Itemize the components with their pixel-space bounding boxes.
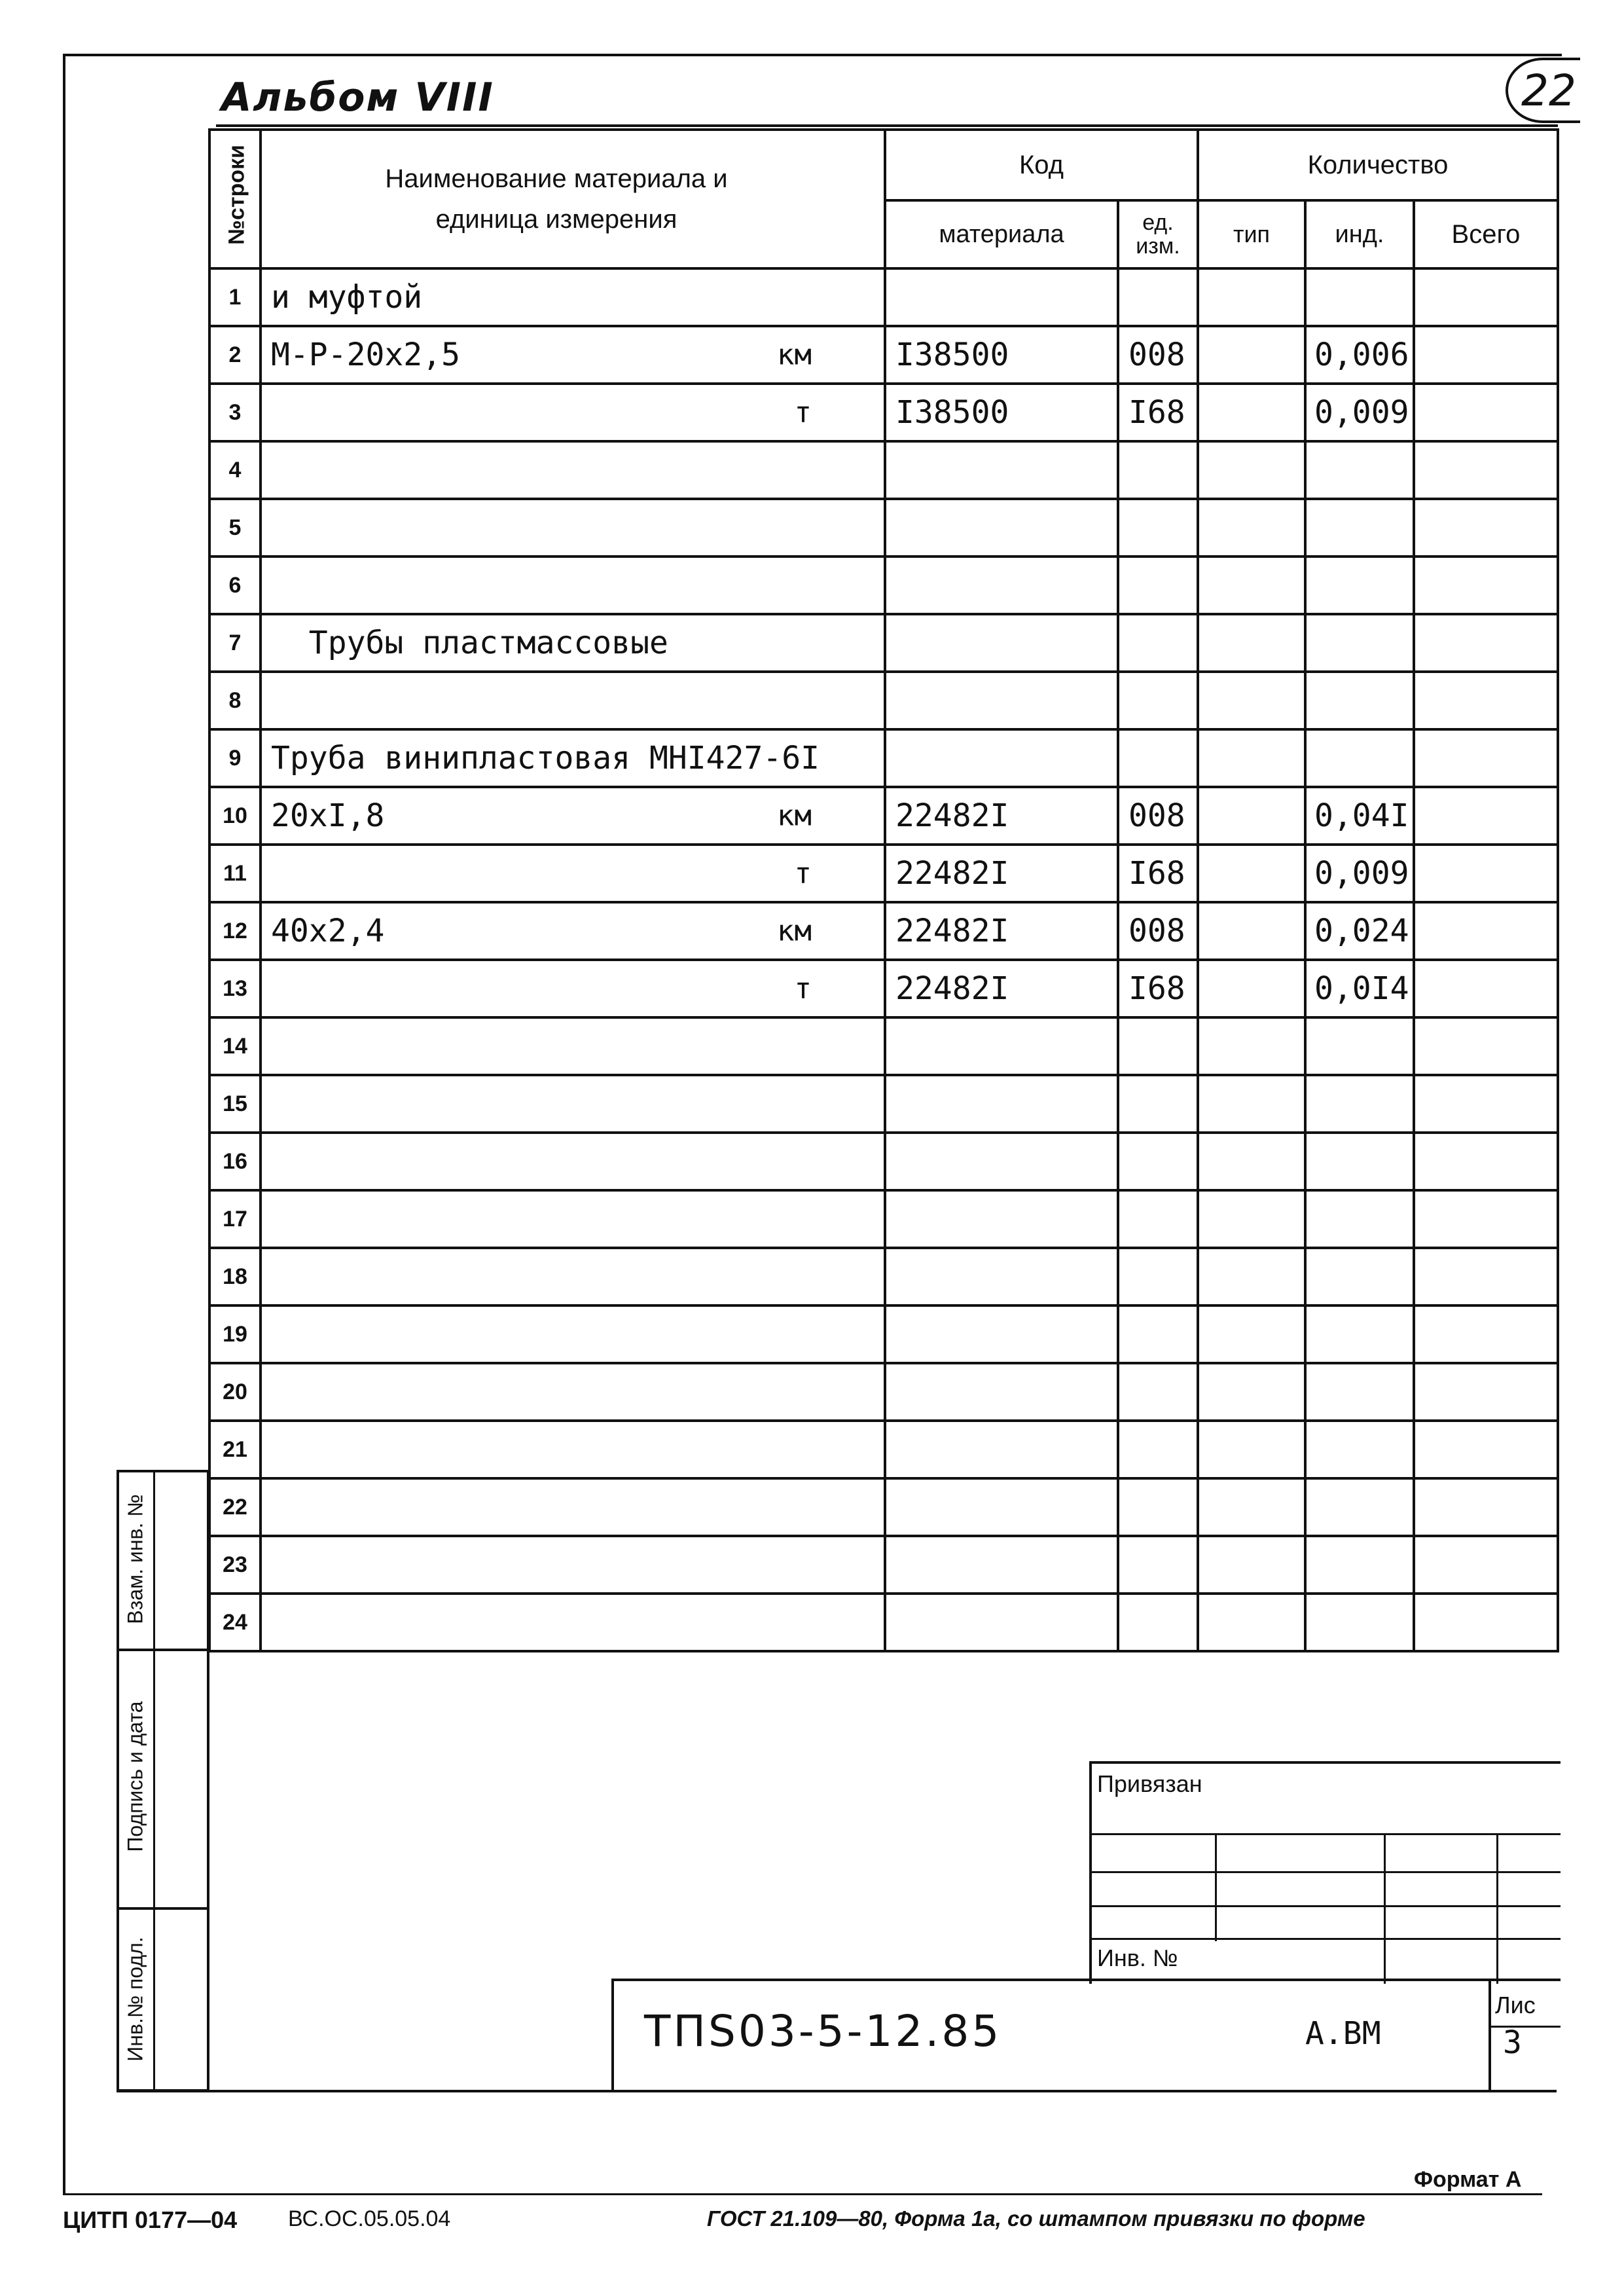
row-unit-code-cell xyxy=(1118,1248,1198,1305)
row-name-text: Трубы пластмассовые xyxy=(271,625,668,661)
row-qty-ind-cell xyxy=(1305,1248,1414,1305)
header-code-material: материала xyxy=(885,200,1118,268)
row-material-code-cell xyxy=(885,557,1118,614)
row-material-code-cell xyxy=(885,441,1118,499)
table-row xyxy=(209,845,1558,902)
album-title-underline xyxy=(216,124,1558,127)
row-name-cell xyxy=(261,1478,885,1536)
row-name-cell xyxy=(261,1305,885,1363)
table-row xyxy=(209,1017,1558,1075)
row-qty-ind-cell xyxy=(1305,1478,1414,1536)
row-qty-total-cell xyxy=(1414,1536,1558,1594)
row-unit-code-cell xyxy=(1118,1536,1198,1594)
left-border-lower xyxy=(207,1470,209,2092)
row-material-code-cell xyxy=(885,268,1118,326)
table-row xyxy=(209,902,1558,960)
table-row xyxy=(209,672,1558,729)
row-qty-total-cell xyxy=(1414,672,1558,729)
row-name-cell xyxy=(261,1248,885,1305)
row-qty-total-cell xyxy=(1414,1594,1558,1651)
row-number-cell: 7 xyxy=(209,614,261,672)
header-qty-total: Всего xyxy=(1414,200,1558,268)
row-qty-type-cell xyxy=(1198,787,1305,845)
row-name-cell xyxy=(261,1594,885,1651)
binding-top xyxy=(1089,1761,1561,1764)
header-row-number-text: №строки xyxy=(224,145,249,245)
album-title: Альбом VIII xyxy=(221,75,494,120)
row-qty-ind-cell: 0,006 xyxy=(1305,326,1414,384)
row-name-text: 40х2,4 xyxy=(271,913,385,949)
row-name-text: М-Р-20х2,5 xyxy=(271,337,460,373)
table-row xyxy=(209,1133,1558,1190)
side-stamp-sep2 xyxy=(117,1907,208,1910)
title-block xyxy=(611,1979,1561,2092)
row-number-cell: 11 xyxy=(209,845,261,902)
row-qty-ind-cell xyxy=(1305,499,1414,557)
row-material-code-cell xyxy=(885,729,1118,787)
row-unit-code-cell xyxy=(1118,557,1198,614)
row-unit-text: т xyxy=(794,395,812,429)
row-name-cell xyxy=(261,1075,885,1133)
row-name-text: и муфтой xyxy=(271,279,423,316)
row-qty-total-cell xyxy=(1414,1133,1558,1190)
row-unit-code-cell xyxy=(1118,1075,1198,1133)
row-material-code-cell xyxy=(885,1594,1118,1651)
header-code-unit xyxy=(1118,200,1198,268)
row-qty-type-cell xyxy=(1198,729,1305,787)
row-name-cell xyxy=(261,326,885,384)
row-name-cell xyxy=(261,1421,885,1478)
frame-top-line xyxy=(63,54,1562,56)
binding-stamp xyxy=(1089,1761,1561,1984)
row-number-cell: 18 xyxy=(209,1248,261,1305)
title-block-top xyxy=(611,1979,1561,1981)
table-row xyxy=(209,268,1558,326)
row-name-cell xyxy=(261,960,885,1017)
row-unit-text: т xyxy=(794,856,812,890)
row-unit-code-cell xyxy=(1118,1363,1198,1421)
table-body xyxy=(209,268,1558,1651)
row-qty-ind-cell xyxy=(1305,672,1414,729)
row-name-text: 20хI,8 xyxy=(271,797,385,834)
row-qty-ind-cell xyxy=(1305,1594,1414,1651)
row-name-text: Труба винипластовая МНI427-6I xyxy=(271,740,820,776)
row-number-cell: 13 xyxy=(209,960,261,1017)
row-material-code-cell xyxy=(885,1190,1118,1248)
side-label-inv-podl: Инв.№ подл. xyxy=(123,1937,147,2062)
row-material-code-cell xyxy=(885,1017,1118,1075)
side-stamp-divider xyxy=(153,1470,155,2092)
row-qty-ind-cell xyxy=(1305,1536,1414,1594)
row-qty-ind-cell xyxy=(1305,1133,1414,1190)
row-material-code-cell: 22482I xyxy=(885,845,1118,902)
table-row xyxy=(209,1536,1558,1594)
row-qty-total-cell xyxy=(1414,729,1558,787)
binding-v2 xyxy=(1384,1833,1386,1984)
row-unit-code-cell xyxy=(1118,1305,1198,1363)
row-name-cell xyxy=(261,1536,885,1594)
row-qty-ind-cell: 0,009 xyxy=(1305,384,1414,441)
header-code-unit-text: ед. изм. xyxy=(1136,210,1180,259)
row-qty-type-cell xyxy=(1198,672,1305,729)
row-qty-total-cell xyxy=(1414,499,1558,557)
row-qty-ind-cell: 0,04I xyxy=(1305,787,1414,845)
table-row xyxy=(209,960,1558,1017)
row-number-cell: 20 xyxy=(209,1363,261,1421)
row-qty-ind-cell xyxy=(1305,729,1414,787)
footer-format: Формат А xyxy=(1414,2167,1522,2192)
title-block-sheet-div xyxy=(1489,1979,1491,2092)
table-row xyxy=(209,441,1558,499)
row-material-code-cell xyxy=(885,1363,1118,1421)
row-material-code-cell xyxy=(885,1536,1118,1594)
row-unit-code-cell xyxy=(1118,499,1198,557)
row-material-code-cell xyxy=(885,672,1118,729)
row-qty-ind-cell: 0,009 xyxy=(1305,845,1414,902)
row-number-cell: 15 xyxy=(209,1075,261,1133)
row-qty-total-cell xyxy=(1414,557,1558,614)
row-qty-type-cell xyxy=(1198,1248,1305,1305)
side-stamp xyxy=(117,1470,208,2092)
footer-left-code: ВС.ОС.05.05.04 xyxy=(288,2206,451,2231)
row-qty-ind-cell: 0,0I4 xyxy=(1305,960,1414,1017)
row-unit-code-cell xyxy=(1118,614,1198,672)
row-unit-code-cell: I68 xyxy=(1118,960,1198,1017)
row-name-cell xyxy=(261,268,885,326)
table-row xyxy=(209,787,1558,845)
row-qty-type-cell xyxy=(1198,384,1305,441)
binding-h4 xyxy=(1089,1938,1561,1940)
row-unit-code-cell: 008 xyxy=(1118,787,1198,845)
row-number-cell: 6 xyxy=(209,557,261,614)
row-qty-ind-cell xyxy=(1305,1305,1414,1363)
row-name-cell xyxy=(261,1363,885,1421)
table-row xyxy=(209,1075,1558,1133)
row-unit-code-cell xyxy=(1118,1190,1198,1248)
row-unit-text: км xyxy=(777,338,812,372)
row-material-code-cell: I38500 xyxy=(885,326,1118,384)
row-material-code-cell xyxy=(885,1421,1118,1478)
row-qty-ind-cell xyxy=(1305,1363,1414,1421)
row-qty-total-cell xyxy=(1414,1190,1558,1248)
row-material-code-cell: I38500 xyxy=(885,384,1118,441)
page-number xyxy=(1506,58,1580,123)
spec-table xyxy=(208,128,1559,1652)
row-qty-type-cell xyxy=(1198,614,1305,672)
row-number-cell: 8 xyxy=(209,672,261,729)
row-qty-type-cell xyxy=(1198,1363,1305,1421)
row-number-cell: 19 xyxy=(209,1305,261,1363)
row-qty-total-cell xyxy=(1414,614,1558,672)
row-qty-type-cell xyxy=(1198,326,1305,384)
side-stamp-sep1 xyxy=(117,1649,208,1651)
table-row xyxy=(209,729,1558,787)
row-material-code-cell xyxy=(885,1133,1118,1190)
row-qty-total-cell xyxy=(1414,1421,1558,1478)
binding-h2 xyxy=(1089,1871,1561,1873)
row-qty-total-cell xyxy=(1414,845,1558,902)
row-name-cell xyxy=(261,499,885,557)
row-unit-text: км xyxy=(777,799,812,833)
row-material-code-cell xyxy=(885,1305,1118,1363)
row-qty-total-cell xyxy=(1414,1363,1558,1421)
row-name-cell xyxy=(261,845,885,902)
row-qty-total-cell xyxy=(1414,326,1558,384)
row-material-code-cell: 22482I xyxy=(885,787,1118,845)
row-number-cell: 14 xyxy=(209,1017,261,1075)
row-unit-code-cell xyxy=(1118,1017,1198,1075)
row-qty-total-cell xyxy=(1414,1305,1558,1363)
footer-gost: ГОСТ 21.109—80, Форма 1а, со штампом привязки по форме xyxy=(707,2206,1365,2231)
row-name-cell xyxy=(261,672,885,729)
row-qty-type-cell xyxy=(1198,1190,1305,1248)
row-qty-type-cell xyxy=(1198,441,1305,499)
row-unit-code-cell xyxy=(1118,441,1198,499)
binding-h3 xyxy=(1089,1905,1561,1907)
title-block-left xyxy=(611,1979,614,2092)
row-unit-code-cell xyxy=(1118,268,1198,326)
frame-bottom-line xyxy=(63,2193,1542,2195)
row-unit-code-cell xyxy=(1118,1133,1198,1190)
row-number-cell: 2 xyxy=(209,326,261,384)
row-name-cell xyxy=(261,441,885,499)
inv-no-label: Инв. № xyxy=(1097,1944,1178,1971)
doc-code: ТПS03-5-12.85 xyxy=(644,2006,1002,2056)
header-quantity: Количество xyxy=(1198,130,1558,200)
row-material-code-cell xyxy=(885,1248,1118,1305)
header-code: Код xyxy=(885,130,1198,200)
row-qty-ind-cell xyxy=(1305,441,1414,499)
row-qty-total-cell xyxy=(1414,787,1558,845)
row-qty-type-cell xyxy=(1198,1536,1305,1594)
row-qty-ind-cell: 0,024 xyxy=(1305,902,1414,960)
table-row xyxy=(209,499,1558,557)
row-unit-code-cell xyxy=(1118,1421,1198,1478)
side-label-vzam: Взам. инв. № xyxy=(123,1494,147,1624)
table-row xyxy=(209,614,1558,672)
row-material-code-cell: 22482I xyxy=(885,960,1118,1017)
row-material-code-cell: 22482I xyxy=(885,902,1118,960)
row-unit-code-cell: I68 xyxy=(1118,845,1198,902)
row-qty-ind-cell xyxy=(1305,1017,1414,1075)
row-qty-ind-cell xyxy=(1305,1190,1414,1248)
row-qty-total-cell xyxy=(1414,441,1558,499)
row-qty-total-cell xyxy=(1414,902,1558,960)
binding-h1 xyxy=(1089,1833,1561,1835)
binding-v1 xyxy=(1215,1833,1217,1941)
row-qty-type-cell xyxy=(1198,960,1305,1017)
row-qty-total-cell xyxy=(1414,1248,1558,1305)
row-qty-type-cell xyxy=(1198,557,1305,614)
row-name-cell xyxy=(261,1017,885,1075)
title-block-sheet-h xyxy=(1489,2026,1561,2028)
row-name-cell xyxy=(261,902,885,960)
row-number-cell: 1 xyxy=(209,268,261,326)
row-unit-code-cell xyxy=(1118,672,1198,729)
row-number-cell: 12 xyxy=(209,902,261,960)
row-number-cell: 9 xyxy=(209,729,261,787)
doc-mark: А.ВМ xyxy=(1305,2015,1381,2052)
row-qty-total-cell xyxy=(1414,384,1558,441)
side-label-podpis: Подпись и дата xyxy=(123,1701,147,1852)
row-qty-type-cell xyxy=(1198,1017,1305,1075)
row-qty-type-cell xyxy=(1198,1421,1305,1478)
table-row xyxy=(209,557,1558,614)
table-row xyxy=(209,1363,1558,1421)
row-qty-ind-cell xyxy=(1305,1075,1414,1133)
row-unit-code-cell xyxy=(1118,1594,1198,1651)
table-row xyxy=(209,1190,1558,1248)
row-qty-type-cell xyxy=(1198,499,1305,557)
table-row xyxy=(209,1248,1558,1305)
table-row xyxy=(209,326,1558,384)
row-qty-ind-cell xyxy=(1305,1421,1414,1478)
table-row xyxy=(209,1478,1558,1536)
side-stamp-left xyxy=(117,1470,119,2092)
row-name-cell xyxy=(261,787,885,845)
frame-left-line xyxy=(63,54,65,2195)
header-row-number xyxy=(209,130,261,268)
sheet-label: Лис xyxy=(1495,1992,1536,2018)
row-number-cell: 17 xyxy=(209,1190,261,1248)
row-material-code-cell xyxy=(885,614,1118,672)
table-row xyxy=(209,1594,1558,1651)
header-qty-ind: инд. xyxy=(1305,200,1414,268)
sheet-number: 3 xyxy=(1503,2024,1522,2061)
row-name-cell xyxy=(261,729,885,787)
row-number-cell: 23 xyxy=(209,1536,261,1594)
table-row xyxy=(209,1305,1558,1363)
table-row xyxy=(209,1421,1558,1478)
row-material-code-cell xyxy=(885,1478,1118,1536)
row-qty-type-cell xyxy=(1198,1594,1305,1651)
row-material-code-cell xyxy=(885,1075,1118,1133)
row-name-cell xyxy=(261,1190,885,1248)
row-qty-ind-cell xyxy=(1305,268,1414,326)
header-name-text: Наименование материала и единица измерения xyxy=(385,164,728,234)
header-qty-type: тип xyxy=(1198,200,1305,268)
row-number-cell: 24 xyxy=(209,1594,261,1651)
row-qty-type-cell xyxy=(1198,268,1305,326)
row-unit-code-cell: I68 xyxy=(1118,384,1198,441)
row-name-cell xyxy=(261,614,885,672)
row-name-cell xyxy=(261,1133,885,1190)
row-unit-code-cell xyxy=(1118,1478,1198,1536)
row-unit-code-cell: 008 xyxy=(1118,902,1198,960)
row-qty-type-cell xyxy=(1198,1133,1305,1190)
row-qty-type-cell xyxy=(1198,1305,1305,1363)
row-qty-total-cell xyxy=(1414,1075,1558,1133)
row-qty-total-cell xyxy=(1414,1478,1558,1536)
binding-v3 xyxy=(1496,1833,1498,1984)
row-number-cell: 16 xyxy=(209,1133,261,1190)
row-number-cell: 22 xyxy=(209,1478,261,1536)
row-qty-ind-cell xyxy=(1305,614,1414,672)
row-qty-total-cell xyxy=(1414,960,1558,1017)
row-unit-text: км xyxy=(777,914,812,948)
row-unit-text: т xyxy=(794,972,812,1006)
footer-left: ЦИТП 0177—04 xyxy=(63,2206,238,2233)
row-number-cell: 10 xyxy=(209,787,261,845)
row-qty-ind-cell xyxy=(1305,557,1414,614)
row-number-cell: 5 xyxy=(209,499,261,557)
header-name xyxy=(261,130,885,268)
page-number-text: 22 xyxy=(1521,65,1576,116)
row-unit-code-cell: 008 xyxy=(1118,326,1198,384)
row-unit-code-cell xyxy=(1118,729,1198,787)
row-number-cell: 21 xyxy=(209,1421,261,1478)
row-qty-type-cell xyxy=(1198,902,1305,960)
row-name-cell xyxy=(261,384,885,441)
row-number-cell: 3 xyxy=(209,384,261,441)
row-material-code-cell xyxy=(885,499,1118,557)
row-qty-type-cell xyxy=(1198,1478,1305,1536)
row-qty-type-cell xyxy=(1198,1075,1305,1133)
row-qty-total-cell xyxy=(1414,1017,1558,1075)
row-qty-total-cell xyxy=(1414,268,1558,326)
row-qty-type-cell xyxy=(1198,845,1305,902)
binding-label: Привязан xyxy=(1097,1770,1202,1797)
table-row xyxy=(209,384,1558,441)
row-name-cell xyxy=(261,557,885,614)
row-number-cell: 4 xyxy=(209,441,261,499)
